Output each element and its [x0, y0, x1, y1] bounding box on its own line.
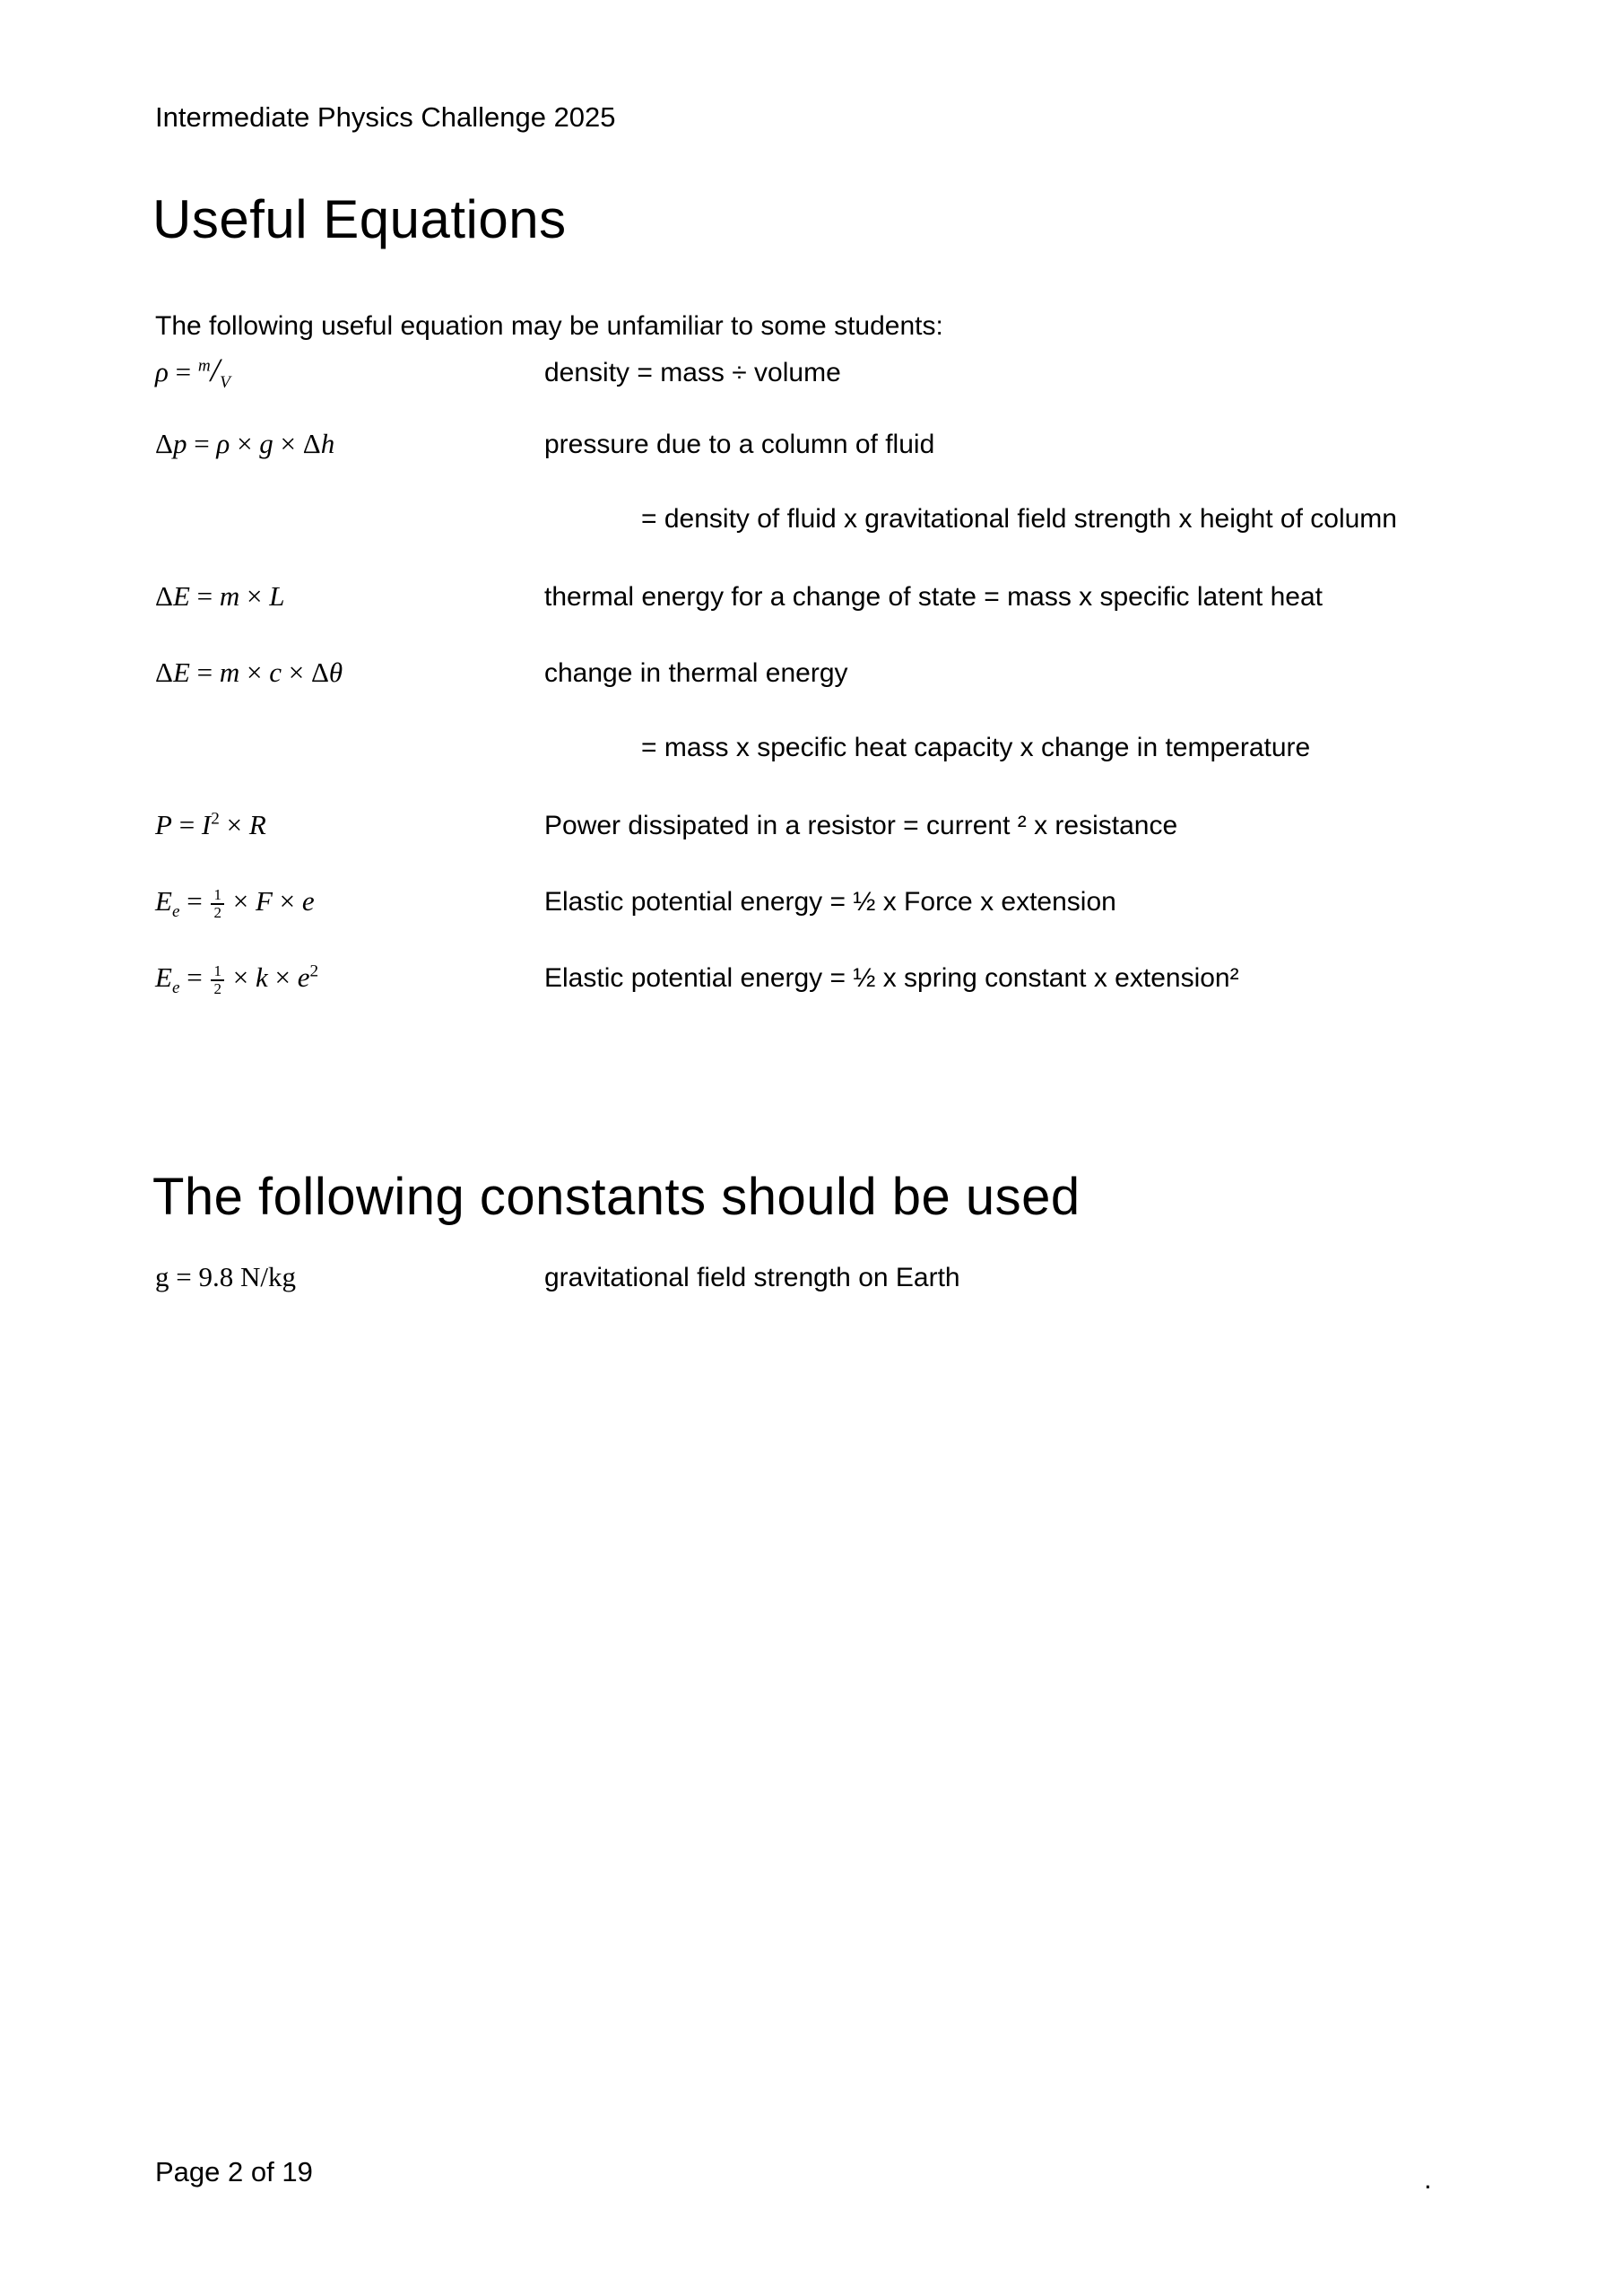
constant-formula-g: g = 9.8 N/kg: [155, 1261, 296, 1292]
constant-row: [155, 1261, 1554, 1337]
equation-description-continuation: = density of fluid x gravitational field strength x height of column: [641, 504, 1397, 534]
equation-description: change in thermal energy: [544, 658, 848, 688]
equation-description: Elastic potential energy = ½ x spring constant x extension²: [544, 963, 1239, 993]
equation-row: [155, 961, 1554, 1038]
constants-section-heading: The following constants should be used: [152, 1168, 1081, 1227]
equation-row: [155, 352, 1554, 428]
constant-description: gravitational field strength on Earth: [544, 1263, 960, 1292]
equation-description: Power dissipated in a resistor = current ² x resistance: [544, 811, 1178, 840]
equation-formula-power: $P = I^2 \times R$: [155, 809, 266, 840]
equations-list: [155, 352, 1554, 1038]
equation-row: [155, 657, 1554, 733]
equation-formula-density: $\rho = ^m/_V$: [155, 352, 230, 393]
equation-description: Elastic potential energy = ½ x Force x extension: [544, 887, 1116, 917]
equation-formula-pressure: Δp = ρ × g × Δh: [155, 428, 335, 459]
equation-description: thermal energy for a change of state = mass x specific latent heat: [544, 582, 1323, 612]
intro-text: The following useful equation may be unfamiliar to some students:: [155, 311, 943, 341]
equation-description: density = mass ÷ volume: [544, 358, 841, 387]
equation-formula-latent-heat: ΔE = m × L: [155, 580, 285, 612]
equation-formula-elastic-spring: $E_e$ = $\frac{1}{2}$ × $k \times e^2$: [155, 961, 319, 998]
equation-description: pressure due to a column of fluid: [544, 430, 935, 459]
equation-row: [155, 428, 1554, 504]
equation-formula-thermal-energy: ΔE = m × c × Δθ: [155, 657, 343, 688]
constants-list: [155, 1261, 1554, 1337]
equation-row: [155, 580, 1554, 657]
equation-row: [155, 809, 1554, 885]
equation-row: [155, 885, 1554, 961]
page-number: Page 2 of 19: [155, 2156, 313, 2187]
stray-period-mark: .: [1424, 2163, 1432, 2195]
page-title: Useful Equations: [152, 189, 567, 250]
equation-formula-elastic-force: $E_e$ = $\frac{1}{2}$ × F × e: [155, 885, 315, 922]
equation-description-continuation: = mass x specific heat capacity x change in temperature: [641, 733, 1311, 762]
equation-row-continuation: [155, 504, 1554, 580]
document-header: Intermediate Physics Challenge 2025: [155, 101, 616, 133]
equation-row-continuation: [155, 733, 1554, 809]
